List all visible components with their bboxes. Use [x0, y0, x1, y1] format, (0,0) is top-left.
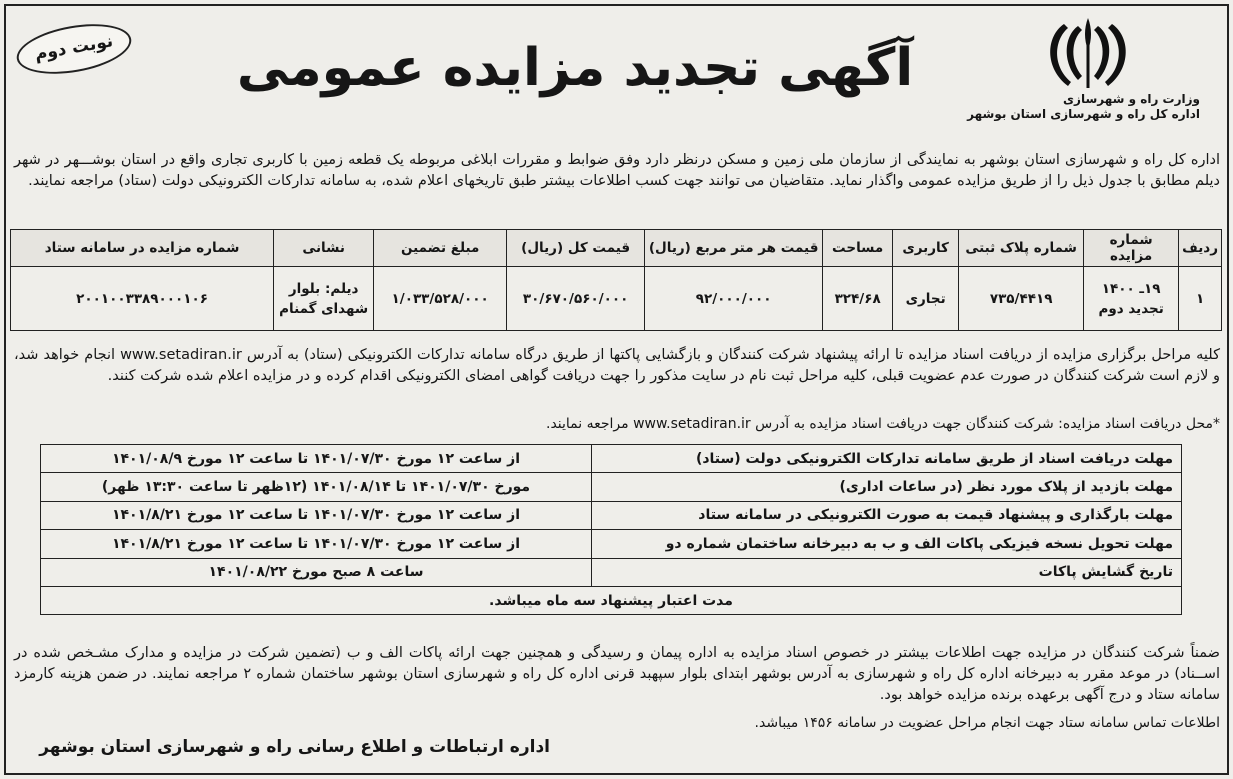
process-paragraph: کلیه مراحل برگزاری مزایده از دریافت اسناد مزایده تا ارائه پیشنهاد شرکت کنندگان و بازگشایی پاکتها از طریق درگاه سامانه تدارکات الکترونیکی (ستاد) به آدرس www.setadiran.ir انجام خواهد شد، و لازم است شرکت کنندگان در صورت عدم عضویت قبلی، کلیه مراحل ثبت نام در سایت مذکور را جهت دریافت گواهی امضای الکترونیکی اقدام کرده و در مزایده اعلام شده شرکت کنند. [14, 347, 1220, 384]
cell-area: ۳۲۴/۶۸ [823, 267, 893, 331]
col-guarantee: مبلغ تضمین [374, 230, 507, 267]
cell-index: ۱ [1179, 267, 1222, 331]
auction-no-value: ۱۹ـ ۱۴۰۰ [1101, 280, 1161, 297]
deadline-label: تاریخ گشایش پاکات [592, 558, 1182, 586]
emblem-icon [1038, 14, 1138, 94]
deadline-label: مهلت تحویل نسخه فیزیکی پاکات الف و ب به دبیرخانه ساختمان شماره دو [592, 530, 1182, 558]
cell-usage: تجاری [893, 267, 959, 331]
deadline-value: ساعت ۸ صبح مورخ ۱۴۰۱/۰۸/۲۲ [41, 558, 592, 586]
deadline-row [41, 445, 1182, 473]
col-plate: شماره پلاک ثبتی [959, 230, 1084, 267]
deadline-label: مهلت بارگذاری و پیشنهاد قیمت به صورت الکترونیکی در سامانه ستاد [592, 501, 1182, 529]
col-index: ردیف [1179, 230, 1222, 267]
deadline-value: از ساعت ۱۲ مورخ ۱۴۰۱/۰۷/۳۰ تا ساعت ۱۲ مورخ ۱۴۰۱/۸/۲۱ [41, 501, 592, 529]
cell-address [274, 267, 374, 331]
deadline-label: مهلت بازدید از پلاک مورد نظر (در ساعات اداری) [592, 473, 1182, 501]
cell-price-per-m2: ۹۲/۰۰۰/۰۰۰ [645, 267, 823, 331]
deadline-label: مهلت دریافت اسناد از طریق سامانه تدارکات الکترونیکی دولت (ستاد) [592, 445, 1182, 473]
deadline-row [41, 501, 1182, 529]
col-address: نشانی [274, 230, 374, 267]
cell-setad-no: ۲۰۰۱۰۰۳۳۸۹۰۰۰۱۰۶ [11, 267, 274, 331]
deadlines-table [40, 444, 1182, 615]
footer-signature: اداره ارتباطات و اطلاع رسانی راه و شهرسازی استان بوشهر [39, 737, 550, 757]
address-line-1: دیلم: بلوار [288, 280, 359, 297]
col-total-price: قیمت کل (ریال) [507, 230, 645, 267]
col-price-per-m2: قیمت هر متر مربع (ریال) [645, 230, 823, 267]
col-auction-no: شماره مزایده [1084, 230, 1179, 267]
deadline-value: از ساعت ۱۲ مورخ ۱۴۰۱/۰۷/۳۰ تا ساعت ۱۲ مورخ ۱۴۰۱/۸/۲۱ [41, 530, 592, 558]
col-area: مساحت [823, 230, 893, 267]
ministry-name: وزارت راه و شهرسازی [1063, 92, 1200, 106]
auction-table [10, 229, 1222, 331]
address-line-2: شهدای گمنام [279, 300, 369, 317]
round-badge: نوبت دوم [13, 16, 135, 81]
col-usage: کاربری [893, 230, 959, 267]
table-row [11, 267, 1222, 331]
validity-note: مدت اعتبار پیشنهاد سه ماه میباشد. [41, 586, 1182, 614]
department-name: اداره کل راه و شهرسازی استان بوشهر [967, 107, 1200, 121]
contact-note: اطلاعات تماس سامانه ستاد جهت انجام مراحل عضویت در سامانه ۱۴۵۶ میباشد. [754, 715, 1220, 731]
deadline-row [41, 473, 1182, 501]
cell-guarantee: ۱/۰۳۳/۵۲۸/۰۰۰ [374, 267, 507, 331]
deadline-row [41, 558, 1182, 586]
deadline-row [41, 530, 1182, 558]
validity-row [41, 586, 1182, 614]
cell-plate: ۷۳۵/۴۴۱۹ [959, 267, 1084, 331]
closing-paragraph: ضمناً شرکت کنندگان در مزایده جهت اطلاعات بیشتر در خصوص اسناد مزایده به اداره پیمان و رسیدگی و همچنین جهت ارائه پاکات الف و ب (تضمین شرکت در مزایده و مدارک مشـخص شده در اســناد) در موعد مقرر به دبیرخانه اداره کل راه و شهرسازی به آدرس بوشهر ابتدای بلوار سپهبد قرنی اداره کل راه و شهرسازی استان بوشهر ساختمان شماره ۲ مراجعه نمایند. در ضمن هزینه کارمزد سامانه ستاد و درج آگهی برعهده برنده مزایده خواهد بود. [14, 645, 1220, 703]
ministry-block [960, 92, 1200, 122]
auction-no-note: تجدید دوم [1098, 300, 1164, 317]
deadline-value: از ساعت ۱۲ مورخ ۱۴۰۱/۰۷/۳۰ تا ساعت ۱۲ مورخ ۱۴۰۱/۰۸/۹ [41, 445, 592, 473]
cell-total-price: ۳۰/۶۷۰/۵۶۰/۰۰۰ [507, 267, 645, 331]
deadline-value: مورخ ۱۴۰۱/۰۷/۳۰ تا ۱۴۰۱/۰۸/۱۴ (۱۲ظهر تا ساعت ۱۳:۳۰ ظهر) [41, 473, 592, 501]
doc-place-note: *محل دریافت اسناد مزایده: شرکت کنندگان جهت دریافت اسناد مزایده به آدرس www.setadiran.ir مراجعه نمایند. [546, 416, 1220, 432]
col-setad-no: شماره مزایده در سامانه ستاد [11, 230, 274, 267]
cell-auction-no [1084, 267, 1179, 331]
intro-paragraph: اداره کل راه و شهرسازی استان بوشهر به نمایندگی از سازمان ملی زمین و مسکن درنظر دارد وفق ضوابط و مقررات ابلاغی مربوطه یک قطعه زمین با کاربری تجاری واقع در استان بوشـــهر در شهر دیلم مطابق با جدول ذیل را از طریق مزایده عمومی واگذار نماید. متقاضیان می توانند جهت کسب اطلاعات بیشتر طبق تاریخهای اعلام شده، به سامانه تدارکات الکترونیکی دولت (ستاد) مراجعه نمایند. [14, 152, 1220, 189]
table-header-row [11, 230, 1222, 267]
page-title: آگهی تجدید مزایده عمومی [236, 38, 914, 98]
